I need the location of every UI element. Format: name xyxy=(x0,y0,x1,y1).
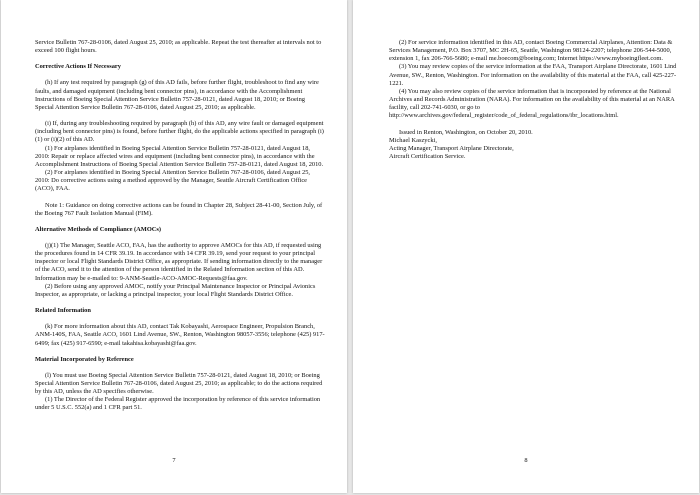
paragraph: (i) If, during any troubleshooting required by paragraph (h) of this AD, any wire fault or damaged equipment (including bent connector pins) is found, before further flight, do the applicable actions specified in paragraph (i)(1) or (i)(2) of this AD. xyxy=(35,120,324,144)
page-body-right xyxy=(389,39,677,161)
paragraph: (k) For more information about this AD, contact Tak Kobayashi, Aerospace Engineer, Propulsion Branch, ANM-140S, FAA, Seattle ACO, 1601 Lind Avenue, SW., Renton, Washington 98057-3556; telephone (425) 917-6499; fax (425) 917-6590; e-mail takahisa.kobayashi@faa.gov. xyxy=(35,323,325,347)
paragraph: Service Bulletin 767-28-0106, dated August 25, 2010; as applicable. Repeat the test thereafter at intervals not to exceed 100 flight hours. xyxy=(35,39,322,55)
paragraph: (2) Before using any approved AMOC, notify your Principal Maintenance Inspector or Principal Avionics Inspector, as appropriate, or lacking a principal inspector, your local Flight Standards District Office. xyxy=(35,282,316,298)
page-number-left: 7 xyxy=(172,457,176,464)
paragraph: (3) You may review copies of the service information at the FAA, Transport Airplane Directorate, 1601 Lind Avenue, SW., Renton, Washington. For information on the availability of this material at the FAA, call 425-227-1221. xyxy=(389,63,677,87)
section-heading: Alternative Methods of Compliance (AMOCs) xyxy=(35,225,162,233)
paragraph: Acting Manager, Transport Airplane Directorate, xyxy=(389,144,514,152)
paragraph: Note 1: Guidance on doing corrective actions can be found in Chapter 28, Subject 28-41-00, Section July, of the Boeing 767 Fault Isolation Manual (FIM). xyxy=(35,201,323,217)
document-page-left xyxy=(1,0,347,493)
paragraph: (1) The Director of the Federal Register approved the incorporation by reference of this service information under 5 U.S.C. 552(a) and 1 CFR part 51. xyxy=(35,396,321,412)
paragraph: (h) If any test required by paragraph (g) of this AD fails, before further flight, troubleshoot to find any wire faults, and damaged equipment (including bent connector pins), in accordance with the Accomplishment Instructions of Boeing Special Attention Service Bulletin 757-28-0121, dated August 18, 2010; or Boeing Special Attention Service Bulletin 767-28-0106, dated August 25, 2010; as applicable. xyxy=(35,79,319,111)
paragraph: (2) For service information identified in this AD, contact Boeing Commercial Airplanes, Attention: Data & Services Management, P.O. Box 3707, MC 2H-65, Seattle, Washington 98124-2207; telephone 206-544-5000, extension 1, fax 206-766-5680; e-mail me.boecom@boeing.com; Internet https://www.myboeingfleet.com. xyxy=(389,39,673,63)
section-heading: Related Information xyxy=(35,307,91,315)
page-number-right: 8 xyxy=(524,457,528,464)
document-page-right xyxy=(353,0,699,493)
paragraph: (j)(1) The Manager, Seattle ACO, FAA, has the authority to approve AMOCs for this AD, if requested using the procedures found in 14 CFR 39.19. In accordance with 14 CFR 39.19, send your request to your principal inspector or local Flight Standards District Office, as appropriate. If sending information directly to the manager of the ACO, send it to the attention of the person identified in the Related Information section of this AD. Information may be e-mailed to: 9-ANM-Seattle-ACO-AMOC-Requests@faa.gov. xyxy=(35,241,323,282)
paragraph: Aircraft Certification Service. xyxy=(389,153,466,161)
section-heading: Corrective Actions If Necessary xyxy=(35,63,121,71)
section-heading: Material Incorporated by Reference xyxy=(35,355,134,363)
paragraph: (l) You must use Boeing Special Attention Service Bulletin 757-28-0121, dated August 18, 2010; or Boeing Special Attention Service Bulletin 767-28-0106, dated August 25, 2010; as applicable; to do the actions required by this AD, unless the AD specifies otherwise. xyxy=(35,371,323,396)
paragraph: (4) You may also review copies of the service information that is incorporated by reference at the National Archives and Records Administration (NARA). For information on the availability of this material at an NARA facility, call 202-741-6030, or go to http://www.archives.gov/federal_register/code_of_federal_regulations/ibr_locations.html. xyxy=(389,87,675,120)
paragraph: Michael Kaszycki, xyxy=(389,136,437,144)
paragraph: (2) For airplanes identified in Boeing Special Attention Service Bulletin 767-28-0106, dated August 25, 2010: Do corrective actions using a method approved by the Manager, Seattle Aircraft Certification Office (ACO), FAA. xyxy=(35,169,310,193)
paragraph: Issued in Renton, Washington, on October 20, 2010. xyxy=(399,128,533,136)
page-body-left xyxy=(35,39,325,413)
paragraph: (1) For airplanes identified in Boeing Special Attention Service Bulletin 757-28-0121, dated August 18, 2010: Repair or replace affected wires and equipment (including bent connector pins), in accordance with the Accomplishment Instructions of Boeing Special Attention Service Bulletin 757-28-0121, dated August 18, 2010. xyxy=(35,144,324,168)
